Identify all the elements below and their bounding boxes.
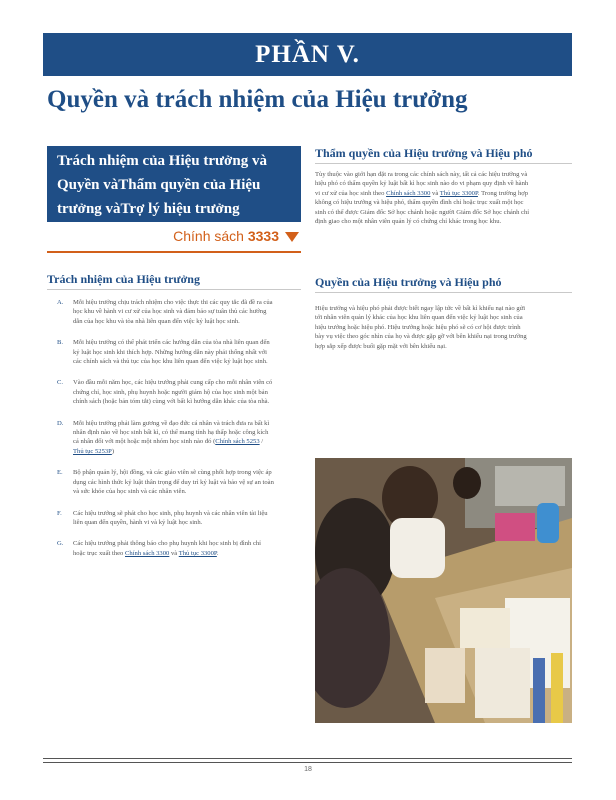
section-title-box xyxy=(47,146,301,222)
link-separator: / xyxy=(259,438,264,446)
policy-5253-link[interactable]: Chính sách 5253 xyxy=(215,438,260,446)
item-text: Bộ phận quản lý, hội đồng, và các giáo viên sẽ cùng phối hợp trong việc áp dụng các hình thức kỷ luật thân trọng để duy trì kỷ luật và bảo vệ sự an toàn và sức khỏe của học sinh và các nhân viên. xyxy=(73,469,274,496)
triangle-down-icon xyxy=(285,232,299,242)
item-letter: A. xyxy=(57,299,64,306)
classroom-photo xyxy=(315,458,572,723)
left-heading-rule xyxy=(47,289,301,290)
list-item xyxy=(57,378,275,406)
page-number: 18 xyxy=(304,766,312,773)
authority-paragraph xyxy=(315,170,530,226)
item-end: ) xyxy=(111,447,115,455)
item-text: Mỗi hiệu trưởng có thể phát triển các hướng dẫn của tòa nhà liên quan đến kỷ luật học sinh khi thích hợp. Những hướng dẫn này phải thống nhất với các chính sách và thủ tục của học khu liên quan đến việc kỷ luật học sinh. xyxy=(73,339,270,366)
item-text: Vào đầu mỗi năm học, các hiệu trưởng phải cung cấp cho mỗi nhân viên có chứng chỉ, học sinh, phụ huynh hoặc người giám hộ của học sinh một bản chính sách (hoặc bản tóm tắt) cùng với bất kì hướng dẫn khác của tòa nhà. xyxy=(73,379,273,406)
list-item xyxy=(57,419,275,457)
link-separator: và xyxy=(430,189,440,197)
left-heading: Trách nhiệm của Hiệu trưởng xyxy=(47,272,200,286)
item-letter: F. xyxy=(57,509,62,517)
list-item xyxy=(57,338,275,366)
accent-divider xyxy=(47,251,301,253)
item-letter: G. xyxy=(57,540,64,548)
policy-number: 3333 xyxy=(247,228,279,244)
box-line-3: trưởng vàTrợ lý hiệu trưởng xyxy=(57,201,240,217)
procedure-3300p-link[interactable]: Thủ tục 3300P xyxy=(178,549,217,557)
authority-heading-rule xyxy=(315,163,572,164)
policy-3300-link[interactable]: Chính sách 3300 xyxy=(125,549,170,557)
page-title: Quyền và trách nhiệm của Hiệu trưởng xyxy=(47,86,468,113)
footer-rule xyxy=(43,758,572,759)
item-letter: D. xyxy=(57,419,64,427)
item-letter: E. xyxy=(57,469,63,477)
responsibility-list xyxy=(57,298,275,570)
rights-paragraph: Hiệu trưởng và hiệu phó phải được biết ngay lập tức về bất kì khiếu nại nào gửi tới nhân viên quản lý khác của học khu liên quan đến việc kỷ luật học sinh của hiệu trưởng hoặc hiệu phó. Hiệu trưởng hoặc hiệu phó sẽ có cơ hội được trình bày vụ việc theo góc nhìn của họ và được gặp gỡ với bên khiếu nại trong trường hợp sắp xếp được buổi gặp mặt với bên khiếu nại. xyxy=(315,305,527,350)
footer-rule xyxy=(43,762,572,763)
authority-text: Tùy thuộc vào giới hạn đặt ra trong các chính sách này, tất cả các hiệu trưởng và hiệu phó có thẩm quyền kỷ luật bất kì học sinh nào do vi phạm quy định về hành vi cư xử của học sinh theo xyxy=(315,171,529,197)
item-letter: C. xyxy=(57,379,64,387)
list-item xyxy=(57,539,275,558)
rights-heading: Quyền của Hiệu trưởng và Hiệu phó xyxy=(315,275,502,289)
rights-heading-rule xyxy=(315,292,572,293)
policy-label: Chính sách xyxy=(173,228,248,244)
procedure-5253p-link[interactable]: Thủ tục 5253P xyxy=(73,447,112,455)
item-end: . xyxy=(216,549,219,557)
section-banner: PHẦN V. xyxy=(43,33,572,76)
policy-reference xyxy=(47,228,301,244)
item-text: Mỗi hiệu trưởng phải làm gương về đạo đức cá nhân và trách đưa ra bất kì nhân định nào về học sinh bất kì, có thể mang tính hạ thấp hoặc công kích cá nhân đối với một hoặc một nhóm học sinh nào đó ( xyxy=(73,419,270,446)
item-letter: B. xyxy=(57,339,64,347)
procedure-3300p-link[interactable]: Thủ tục 3300P xyxy=(439,189,478,197)
item-text: Các hiệu trưởng phải thông báo cho phụ huynh khi học sinh bị đình chỉ hoặc trục xuất theo xyxy=(73,540,261,557)
link-separator: và xyxy=(169,549,179,557)
list-item xyxy=(57,298,275,326)
item-text: Các hiệu trưởng sẽ phát cho học sinh, phụ huynh và các nhân viên tài liệu liên quan đến quyền, hành vi và kỷ luật học sinh. xyxy=(73,509,268,526)
box-line-1: Trách nhiệm của Hiệu trưởng và xyxy=(57,153,267,169)
authority-heading: Thẩm quyền của Hiệu trưởng và Hiệu phó xyxy=(315,146,533,160)
item-text: Mỗi hiệu trưởng chịu trách nhiệm cho việc thực thi các quy tắc đã đề ra của học khu về hành vi cư xử của học sinh và đảm bảo sự tuân thủ các hướng dẫn của học khu và tòa nhà liên quan đến việc kỷ luật học sinh. xyxy=(73,299,273,325)
box-line-2: Quyền vàThẩm quyền của Hiệu xyxy=(57,177,261,193)
list-item xyxy=(57,509,275,528)
policy-3300-link[interactable]: Chính sách 3300 xyxy=(386,189,431,197)
authority-text-continued: . Trong trường hợp không có hiệu trưởng và hiệu phó, thẩm quyền đình chỉ hoặc trục xuất một học sinh có thể được Giám đốc Sở học chánh hoặc người Giám đốc Sở học chánh chỉ định giao cho một nhân viên quản lý có chứng chỉ khác trong học khu. xyxy=(315,189,530,226)
list-item xyxy=(57,468,275,496)
